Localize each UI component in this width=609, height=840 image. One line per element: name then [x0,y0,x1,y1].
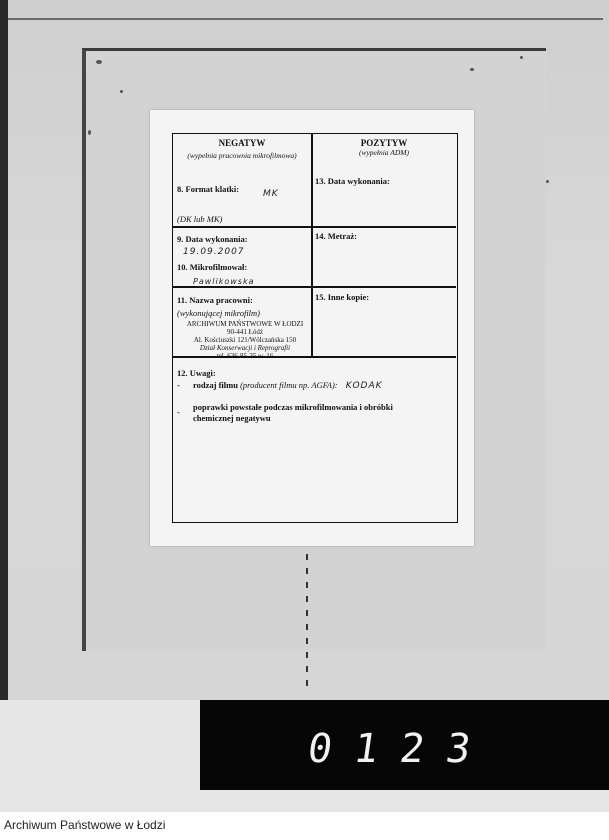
negatyw-title: NEGATYW [218,138,266,148]
rodzaj-filmu-label: rodzaj filmu [193,380,238,390]
stamp-line: ARCHIWUM PAŃSTWOWE W ŁODZI [186,320,304,328]
dust-speck [88,130,91,135]
format-klatki-value: MK [263,189,279,199]
dust-speck [120,90,123,93]
archive-stamp [173,320,317,360]
stamp-line: Al. Kościuszki 121/Wólczańska 150 [193,336,297,344]
negatyw-subtitle: (wypełnia pracownia mikrofilmowa) [187,151,297,160]
format-klatki-hint: (DK lub MK) [177,214,223,224]
grid-divider [173,286,456,288]
pozytyw-subtitle: (wypełnia ADM) [358,148,410,157]
footer [0,812,609,840]
rodzaj-filmu-line [193,380,383,391]
uwagi-label: 12. Uwagi: [177,368,216,378]
film-edge-line [8,18,603,20]
pozytyw-title: POZYTYW [360,138,408,148]
rodzaj-filmu-value: KODAK [345,381,383,391]
metraz-label: 14. Metraż: [315,231,358,241]
film-scratch [306,540,308,690]
poprawki-text: poprawki powstałe podczas mikrofilmowania i obróbki chemicznej negatywu [193,402,393,423]
footer-archive-name: Archiwum Państwowe w Łodzi [4,818,166,832]
data-wykonania-pozytyw-label: 13. Data wykonania: [315,176,390,186]
rodzaj-filmu-hint: (producent filmu np. AGFA): [240,380,338,390]
grid-divider [173,226,456,228]
format-klatki-label: 8. Format klatki: [177,184,240,194]
label-form-grid [172,133,458,523]
nazwa-pracowni-label: 11. Nazwa pracowni: [177,295,253,305]
mikrofilmowal-label: 10. Mikrofilmował: [177,262,248,272]
stamp-line: tel. 636-85-35 w. 16 [216,352,274,360]
dust-speck [470,68,474,71]
mikrofilmowal-signature: Pawlikowska [193,277,255,286]
data-wykonania-value: 19.09.2007 [183,247,245,257]
inne-kopie-label: 15. Inne kopie: [315,292,370,302]
dust-speck [96,60,102,64]
frame-number: 0123 [304,726,496,772]
data-wykonania-label: 9. Data wykonania: [177,234,248,244]
stamp-line: Dział Konserwacji i Reprografii [199,344,291,352]
dust-speck [520,56,523,59]
bullet: - [177,380,180,390]
stamp-line: 90-441 Łódź [227,328,263,336]
nazwa-pracowni-hint: (wykonującej mikrofilm) [177,308,261,318]
bullet: - [177,407,180,417]
dust-speck [546,180,549,183]
